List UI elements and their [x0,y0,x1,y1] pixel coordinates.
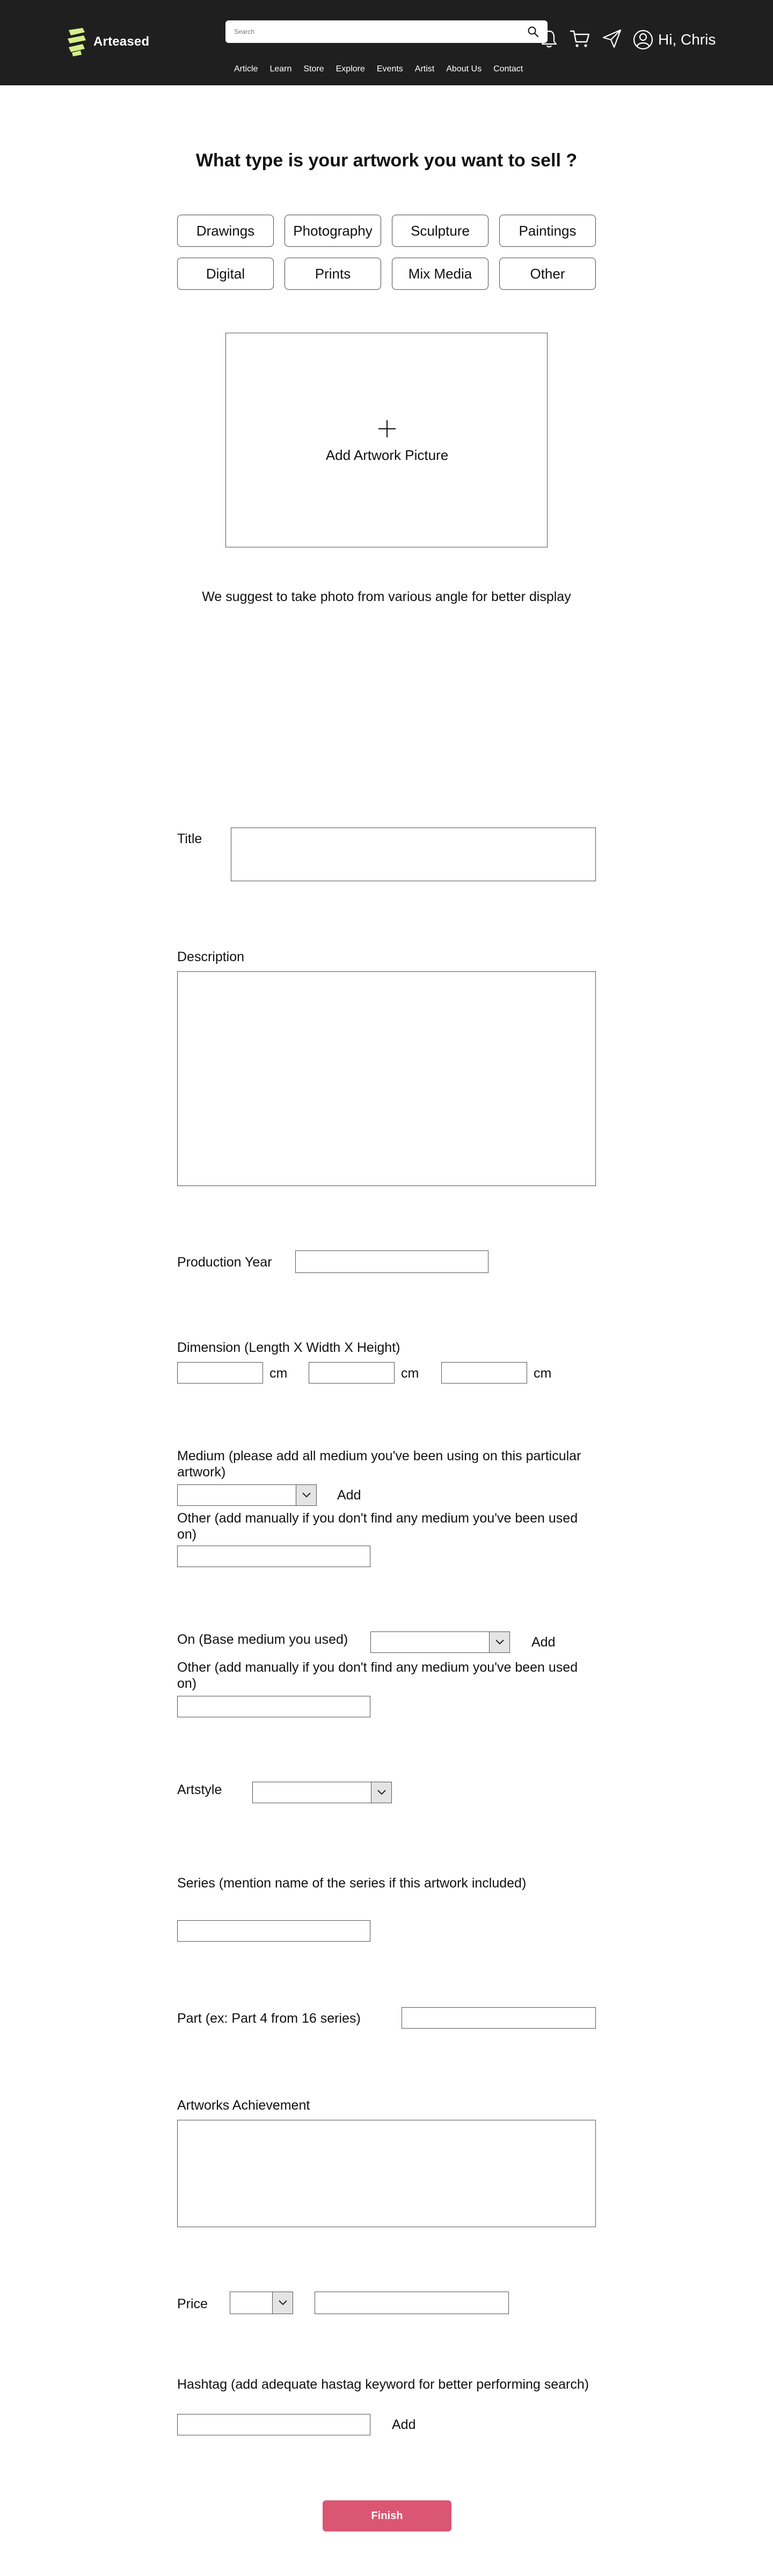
price-label: Price [177,2296,208,2311]
logo-text: Arteased [93,34,150,49]
main-nav [234,64,535,76]
cart-icon[interactable] [569,28,590,49]
title-input[interactable] [231,828,596,881]
type-paintings-button[interactable]: Paintings [499,215,596,247]
type-other-button[interactable]: Other [499,258,596,290]
part-input[interactable] [402,2007,596,2029]
series-input[interactable] [177,1920,370,1942]
hashtag-label: Hashtag (add adequate hastag keyword for better performing search) [177,2377,589,2392]
dimension-width-input[interactable] [309,1362,395,1384]
user-greeting: Hi, Chris [658,31,716,48]
user-menu[interactable] [632,28,716,52]
base-medium-add-button[interactable]: Add [531,1635,556,1650]
nav-contact[interactable]: Contact [493,64,523,74]
type-mix-media-button[interactable]: Mix Media [392,258,488,290]
dimension-label: Dimension (Length X Width X Height) [177,1340,400,1355]
nav-store[interactable]: Store [303,64,324,74]
description-label: Description [177,949,245,964]
nav-explore[interactable]: Explore [336,64,365,74]
medium-label: Medium (please add all medium you've been using on this particular artwork) [177,1448,581,1480]
nav-artist[interactable]: Artist [414,64,435,74]
production-year-input[interactable] [295,1250,488,1273]
nav-about-us[interactable]: About Us [446,64,482,74]
chevron-down-icon [489,1632,509,1652]
search-input[interactable] [234,20,524,43]
chevron-down-icon [371,1782,391,1803]
dimension-height-unit: cm [534,1366,552,1381]
logo[interactable] [64,26,156,58]
medium-other-input[interactable] [177,1546,370,1567]
search-icon[interactable] [527,26,539,38]
artstyle-label: Artstyle [177,1782,222,1797]
series-label: Series (mention name of the series if this artwork included) [177,1876,527,1891]
type-sculpture-button[interactable]: Sculpture [392,215,488,247]
plus-icon [377,419,397,438]
user-circle-icon [632,29,654,50]
description-textarea[interactable] [177,971,596,1186]
part-label: Part (ex: Part 4 from 16 series) [177,2011,361,2026]
photo-suggestion-text: We suggest to take photo from various angle for better display [202,589,571,604]
production-year-label: Production Year [177,1255,272,1270]
chevron-down-icon [272,2292,293,2314]
base-medium-other-input[interactable] [177,1696,370,1717]
top-header [0,0,773,85]
type-digital-button[interactable]: Digital [177,258,274,290]
base-medium-other-label: Other (add manually if you don't find any medium you've been used on) [177,1660,578,1691]
dimension-height-input[interactable] [441,1362,527,1384]
nav-article[interactable]: Article [234,64,258,74]
nav-events[interactable]: Events [376,64,403,74]
medium-other-label: Other (add manually if you don't find any medium you've been used on) [177,1511,578,1542]
base-medium-label: On (Base medium you used) [177,1632,348,1647]
currency-select[interactable] [230,2292,293,2314]
title-label: Title [177,831,202,846]
upload-label: Add Artwork Picture [325,447,449,463]
bell-icon[interactable] [538,28,560,49]
type-photography-button[interactable]: Photography [285,215,381,247]
chevron-down-icon [296,1485,316,1505]
base-medium-select[interactable] [370,1631,510,1653]
hashtag-add-button[interactable]: Add [392,2417,416,2432]
achievement-label: Artworks Achievement [177,2098,310,2113]
search-bar [225,20,548,43]
type-drawings-button[interactable]: Drawings [177,215,274,247]
medium-select[interactable] [177,1484,317,1506]
achievement-textarea[interactable] [177,2120,596,2227]
dimension-length-input[interactable] [177,1362,263,1384]
nav-learn[interactable]: Learn [269,64,292,74]
dimension-length-unit: cm [269,1366,288,1381]
hashtag-input[interactable] [177,2414,370,2435]
finish-button[interactable]: Finish [323,2500,451,2531]
dimension-width-unit: cm [401,1366,419,1381]
page-title: What type is your artwork you want to sell ? [195,150,578,171]
price-input[interactable] [315,2292,509,2314]
artwork-upload-area[interactable] [225,333,548,547]
type-prints-button[interactable]: Prints [285,258,381,290]
logo-mark-icon [64,26,89,58]
send-icon[interactable] [601,28,623,49]
artstyle-select[interactable] [252,1782,392,1803]
medium-add-button[interactable]: Add [337,1488,361,1503]
